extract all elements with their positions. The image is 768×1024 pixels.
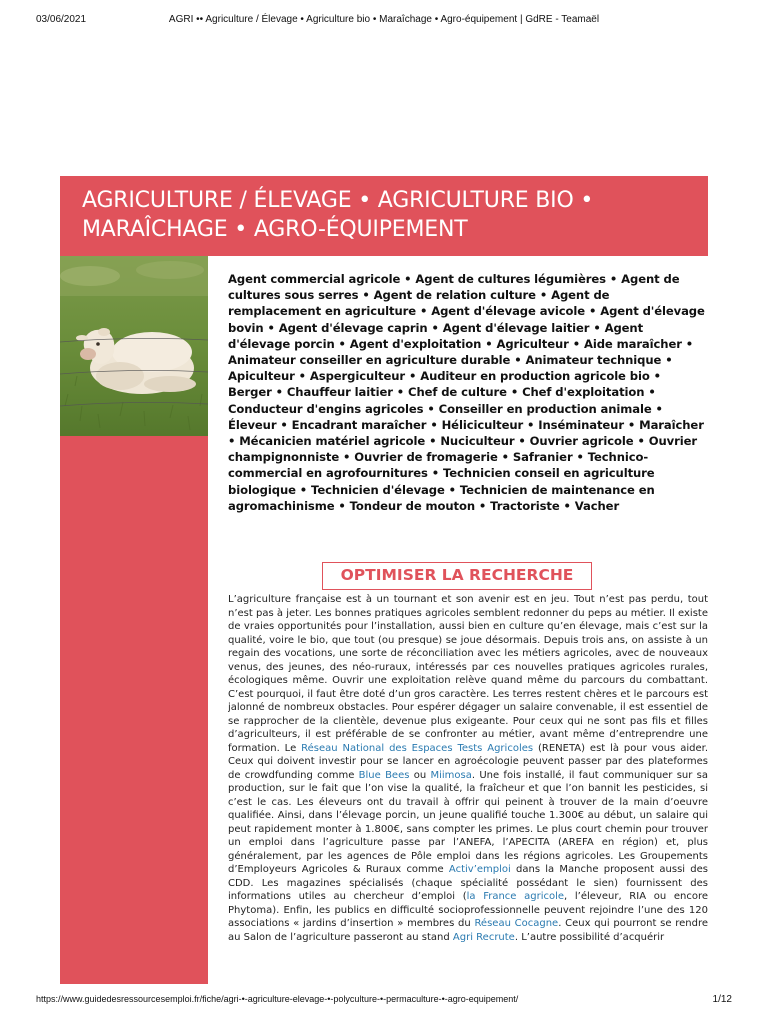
blue-bees-link[interactable]: Blue Bees <box>358 769 410 781</box>
job-titles-list: Agent commercial agricole • Agent de cultures légumières • Agent de cultures sous serres • Agent de relation culture • Agent de remplacement en agriculture • Agent d'élevage avicole • Agent d'élevage bovin • Agent d'élevage caprin • Agent d'élevage laitier • Agent d'élevage porcin • Agent d'exploitation • Agriculteur • Aide maraîcher • Animateur conseiller en agriculture durable • Animateur technique • Apiculteur • Aspergiculteur • Auditeur en production agricole bio • Berger • Chauffeur laitier • Chef de culture • Chef d'exploitation • Conducteur d'engins agricoles • Conseiller en production animale • Éleveur • Encadrant maraîcher • Héliciculteur • Inséminateur • Maraîcher • Mécanicien matériel agricole • Nuciculteur • Ouvrier agricole • Ouvrier champignonniste • Ouvrier de fromagerie • Safranier • Technico-commercial en agrofournitures • Technicien conseil en agriculture biologique • Technicien d'élevage • Technicien de maintenance en agromachinisme • Tondeur de mouton • Tractoriste • Vacher <box>228 272 705 513</box>
section-title: OPTIMISER LA RECHERCHE <box>322 562 592 590</box>
body-text-segment: . Une fois installé, il faut communiquer sur sa production, sur le fait que l’on vise la qualité, la fraîcheur et que l’on bannit les pesticides, si c’est le cas. Les éleveurs ont du travail à offrir qui peinent à trouver de la main d’oeuvre qualifiée. Ainsi, dans l’élevage porcin, un jeune qualifié touche 1.300€ au début, un salaire qui peut rapidement monter à 1.800€, sans compter les primes. Le plus court chemin pour trouver un emploi dans l’agriculture passe par l’ANEFA, l’APECITA (AREFA en région) et, plus généralement, par les agences de Pôle emploi dans les régions agricoles. Les Groupements d’Employeurs Agricoles & Ruraux comme <box>228 769 708 875</box>
agri-recrute-link[interactable]: Agri Recrute <box>452 931 515 943</box>
body-text-segment: ou <box>409 769 431 781</box>
page-title: AGRICULTURE / ÉLEVAGE • AGRICULTURE BIO • MARAÎCHAGE • AGRO-ÉQUIPEMENT <box>82 188 594 242</box>
body-text-segment: . L’autre possibilité d’acquérir <box>514 931 665 943</box>
france-agricole-link[interactable]: la France agricole <box>466 891 565 902</box>
reseau-cocagne-link[interactable]: Réseau Cocagne <box>474 918 559 929</box>
reneta-link[interactable]: Réseau National des Espaces Tests Agricoles <box>301 742 534 754</box>
cow-photo <box>60 256 208 436</box>
page-number: 1/12 <box>712 994 732 1005</box>
print-url: https://www.guidedesressourcesemploi.fr/fiche/agri-•-agriculture-elevage-•-polyculture-•-permaculture-•-agro-equipement/ <box>36 994 519 1004</box>
miimosa-link[interactable]: Miimosa <box>430 769 472 781</box>
body-paragraph <box>228 593 708 979</box>
title-banner <box>60 176 708 256</box>
print-page-title: AGRI •• Agriculture / Élevage • Agriculture bio • Maraîchage • Agro-équipement | GdRE - Teamaël <box>168 14 600 25</box>
activemploi-link[interactable]: Activ’emploi <box>448 864 511 875</box>
body-text-segment: (RENETA) est là pour vous aider. Ceux qui doivent investir pour se lancer en agroécologie peuvent passer par des plateformes de crowdfunding comme <box>228 742 708 781</box>
body-text-segment: , l’éleveur, RIA ou encore Phytoma). Enfin, les publics en difficulté socioprofessionnelle peuvent rejoindre l’une des 120 associations « jardins d’insertion » membres du <box>228 891 708 929</box>
print-date: 03/06/2021 <box>36 14 87 25</box>
body-text-segment: L’agriculture française est à un tournant et son avenir est en jeu. Tout n’est pas perdu, tout n’est pas à jeter. Les bonnes pratiques agricoles semblent redonner du peps au métier. Il existe de vraies opportunités pour l’installation, aussi bien en culture qu’en élevage, mais c’est sur la qualité, voire le bio, que tout (ou presque) se joue désormais. Depuis trois ans, on assiste à un regain des vocations, une sorte de réconciliation avec les métiers agricoles, avec de nouveaux venus, des jeunes, des néo-ruraux, intéressés par ces nouvelles pratiques agricoles rurales, écologiques même. Ouvrir une exploitation relève quand même du parcours du combattant. C’est pourquoi, il faut être doté d’un gros caractère. Les terres restent chères et le parcours est jalonné de nombreux obstacles. Pour espérer dégager un salaire convenable, il est essentiel de se rapprocher de la clientèle, devenue plus exigeante. Pour ceux qui ne sont pas fils et filles d’agriculteurs, il est préférable de se confronter au métier, avant même d’entreprendre une formation. Le <box>228 594 708 754</box>
body-text-segment: dans la Manche proposent aussi des CDD. Les magazines spécialisés (chaque spécialité possédant le sien) fournissent des informations utiles au chercheur d’emploi ( <box>228 864 708 902</box>
print-header <box>0 14 768 28</box>
print-footer <box>0 994 768 1008</box>
body-text-segment: . Ceux qui pourront se rendre au Salon de l’agriculture passeront au stand <box>228 918 708 943</box>
